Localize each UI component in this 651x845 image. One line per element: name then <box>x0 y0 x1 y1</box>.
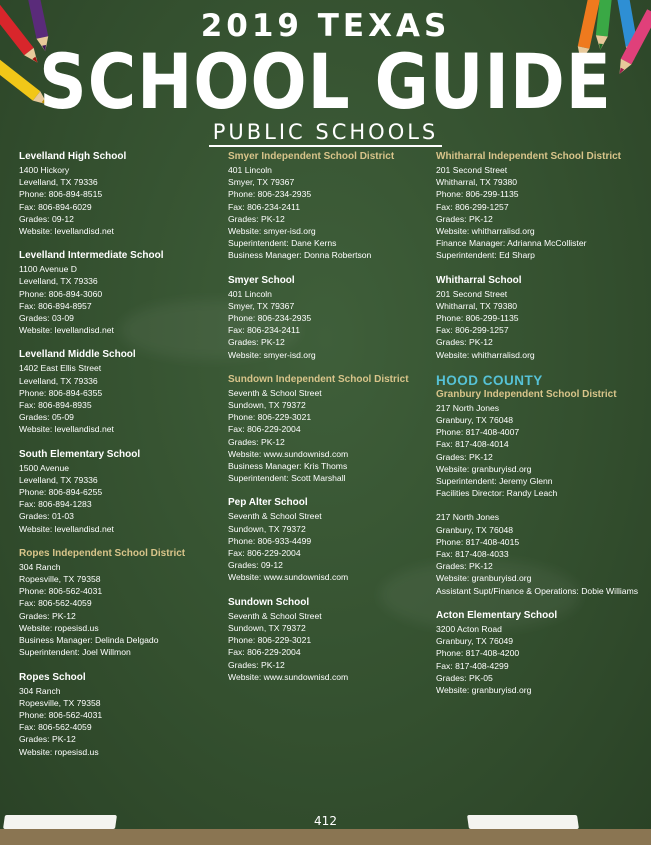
school-name: Levelland Intermediate School <box>19 250 164 262</box>
address-line: 217 North Jones <box>436 512 500 523</box>
detail-line: Business Manager: Delinda Delgado <box>19 635 159 646</box>
grades-line: Grades: PK-12 <box>436 337 493 348</box>
city-line: Ropesville, TX 79358 <box>19 697 101 708</box>
phone-line: Phone: 817-408-4200 <box>436 648 520 659</box>
phone-line: Phone: 806-299-1135 <box>436 189 519 200</box>
phone-line: Phone: 806-894-6255 <box>19 487 103 498</box>
fax-line: Fax: 817-408-4033 <box>436 549 509 560</box>
school-listing <box>436 609 641 696</box>
fax-line: Fax: 806-894-6029 <box>19 201 92 212</box>
district-listing <box>228 373 433 485</box>
column-1 <box>19 150 224 770</box>
school-name: Levelland Middle School <box>19 349 136 361</box>
website-line: Website: levellandisd.net <box>19 226 114 237</box>
website-line: Website: levellandisd.net <box>19 523 114 534</box>
grades-line: Grades: 09-12 <box>228 560 283 571</box>
subtitle-text: PUBLIC SCHOOLS <box>209 120 443 147</box>
fax-line: Fax: 806-229-2004 <box>228 424 301 435</box>
phone-line: Phone: 806-299-1135 <box>436 313 519 324</box>
grades-line: Grades: 01-03 <box>19 511 74 522</box>
address-line: Seventh & School Street <box>228 610 322 621</box>
district-listing <box>436 150 641 262</box>
city-line: Levelland, TX 79336 <box>19 177 98 188</box>
page-subtitle <box>0 120 651 147</box>
grades-line: Grades: PK-12 <box>436 213 493 224</box>
district-name: Whitharral Independent School District <box>436 151 622 162</box>
district-name: Granbury Independent School District <box>436 388 617 400</box>
detail-line: Superintendent: Jeremy Glenn <box>436 476 553 487</box>
address-line: 304 Ranch <box>19 685 61 696</box>
fax-line: Fax: 806-562-4059 <box>19 598 92 609</box>
website-line: Website: www.sundownisd.com <box>228 671 349 682</box>
phone-line: Phone: 806-894-3060 <box>19 288 103 299</box>
fax-line: Fax: 817-408-4299 <box>436 660 509 671</box>
header-year: 2019 TEXAS <box>200 8 451 44</box>
grades-line: Grades: PK-12 <box>19 610 76 621</box>
district-listing <box>228 150 433 262</box>
grades-line: Grades: 09-12 <box>19 213 74 224</box>
district-listing <box>19 547 224 659</box>
city-line: Whitharral, TX 79380 <box>436 300 518 311</box>
school-listing <box>19 150 224 237</box>
website-line: Website: granburyisd.org <box>436 684 532 695</box>
phone-line: Phone: 817-408-4007 <box>436 427 520 438</box>
address-line: 201 Second Street <box>436 165 508 175</box>
chalk-ledge <box>0 829 651 845</box>
phone-line: Phone: 806-234-2935 <box>228 189 312 200</box>
school-name: Sundown School <box>228 596 310 608</box>
school-listing <box>228 496 433 583</box>
fax-line: Fax: 806-234-2411 <box>228 325 300 336</box>
address-line: 1500 Avenue <box>19 462 70 473</box>
school-listing <box>228 274 433 361</box>
city-line: Ropesville, TX 79358 <box>19 574 101 585</box>
district-name: Ropes Independent School District <box>19 547 186 559</box>
school-name: Ropes School <box>19 671 86 683</box>
address-line: 401 Lincoln <box>228 165 272 175</box>
fax-line: Fax: 806-299-1257 <box>436 325 509 336</box>
detail-line: Superintendent: Dane Kerns <box>228 238 337 249</box>
detail-line: Finance Manager: Adrianna McCollister <box>436 238 587 249</box>
city-line: Smyer, TX 79367 <box>228 177 295 188</box>
fax-line: Fax: 806-894-1283 <box>19 499 92 510</box>
website-line: Website: whitharralisd.org <box>436 226 535 237</box>
grades-line: Grades: PK-12 <box>19 734 76 745</box>
page-number: 412 <box>314 814 337 828</box>
page-title: SCHOOL GUIDE <box>39 38 612 127</box>
city-line: Sundown, TX 79372 <box>228 622 306 633</box>
address-line: 1100 Avenue D <box>19 264 77 275</box>
grades-line: Grades: 03-09 <box>19 313 74 324</box>
website-line: Website: www.sundownisd.com <box>228 572 349 583</box>
city-line: Levelland, TX 79336 <box>19 375 98 386</box>
school-listing <box>228 596 433 683</box>
city-line: Sundown, TX 79372 <box>228 523 306 534</box>
school-name: Levelland High School <box>19 151 127 162</box>
school-listing <box>19 249 224 336</box>
address-line: 1402 East Ellis Street <box>19 363 102 374</box>
website-line: Website: levellandisd.net <box>19 424 114 435</box>
address-line: 217 North Jones <box>436 402 500 413</box>
phone-line: Phone: 806-234-2935 <box>228 313 312 324</box>
address-line: Seventh & School Street <box>228 387 322 398</box>
grades-line: Grades: PK-12 <box>228 659 285 670</box>
fax-line: Fax: 806-229-2004 <box>228 647 301 658</box>
website-line: Website: granburyisd.org <box>436 573 532 584</box>
fax-line: Fax: 806-299-1257 <box>436 201 509 212</box>
phone-line: Phone: 806-562-4031 <box>19 586 103 597</box>
city-line: Granbury, TX 76048 <box>436 524 514 535</box>
phone-line: Phone: 817-408-4015 <box>436 536 520 547</box>
column-3 <box>436 150 641 708</box>
school-listing <box>19 448 224 535</box>
detail-line: Superintendent: Ed Sharp <box>436 250 535 261</box>
address-line: 1400 Hickory <box>19 165 70 175</box>
city-line: Sundown, TX 79372 <box>228 400 306 411</box>
phone-line: Phone: 806-933-4499 <box>228 535 312 546</box>
detail-line: Superintendent: Scott Marshall <box>228 473 346 484</box>
detail-line: Assistant Supt/Finance & Operations: Dobie Williams <box>436 585 639 596</box>
fax-line: Fax: 806-894-8957 <box>19 300 92 311</box>
website-line: Website: whitharralisd.org <box>436 349 535 360</box>
school-listing <box>436 274 641 361</box>
website-line: Website: smyer-isd.org <box>228 226 316 237</box>
fax-line: Fax: 806-562-4059 <box>19 722 92 733</box>
city-line: Smyer, TX 79367 <box>228 300 295 311</box>
city-line: Levelland, TX 79336 <box>19 276 98 287</box>
phone-line: Phone: 806-229-3021 <box>228 635 312 646</box>
fax-line: Fax: 806-234-2411 <box>228 201 300 212</box>
phone-line: Phone: 806-894-6355 <box>19 387 103 398</box>
school-name: Acton Elementary School <box>436 609 558 621</box>
detail-line: Business Manager: Donna Robertson <box>228 250 372 261</box>
district-listing <box>436 373 641 500</box>
grades-line: Grades: PK-12 <box>436 561 493 572</box>
phone-line: Phone: 806-894-8515 <box>19 189 103 200</box>
phone-line: Phone: 806-229-3021 <box>228 412 312 423</box>
address-line: 3200 Acton Road <box>436 623 502 634</box>
school-listing <box>19 348 224 435</box>
phone-line: Phone: 806-562-4031 <box>19 709 103 720</box>
district-name: Sundown Independent School District <box>228 373 409 385</box>
website-line: Website: www.sundownisd.com <box>228 448 349 459</box>
website-line: Website: granburyisd.org <box>436 463 532 474</box>
detail-line: Business Manager: Kris Thoms <box>228 461 348 472</box>
website-line: Website: ropesisd.us <box>19 746 99 757</box>
grades-line: Grades: 05-09 <box>19 412 74 423</box>
city-line: Whitharral, TX 79380 <box>436 177 518 188</box>
detail-line: Facilities Director: Randy Leach <box>436 488 558 499</box>
address-line: Seventh & School Street <box>228 511 322 522</box>
detail-line: Superintendent: Joel Willmon <box>19 647 131 658</box>
grades-line: Grades: PK-12 <box>228 337 285 348</box>
website-line: Website: ropesisd.us <box>19 622 99 633</box>
school-name: Pep Alter School <box>228 497 308 509</box>
fax-line: Fax: 817-408-4014 <box>436 439 509 450</box>
school-listing <box>19 671 224 758</box>
address-line: 201 Second Street <box>436 288 508 299</box>
grades-line: Grades: PK-12 <box>228 436 285 447</box>
fax-line: Fax: 806-894-8935 <box>19 400 92 411</box>
address-line: 401 Lincoln <box>228 288 272 299</box>
city-line: Granbury, TX 76048 <box>436 415 514 426</box>
city-line: Levelland, TX 79336 <box>19 474 98 485</box>
school-listing <box>436 511 641 596</box>
county-heading: HOOD COUNTY <box>436 372 543 388</box>
fax-line: Fax: 806-229-2004 <box>228 548 301 559</box>
school-name: Whitharral School <box>436 274 522 286</box>
school-name: South Elementary School <box>19 448 141 460</box>
website-line: Website: smyer-isd.org <box>228 349 316 360</box>
column-2 <box>228 150 433 695</box>
district-name: Smyer Independent School District <box>228 151 395 162</box>
school-name: Smyer School <box>228 274 295 286</box>
website-line: Website: levellandisd.net <box>19 325 114 336</box>
city-line: Granbury, TX 76049 <box>436 636 514 647</box>
grades-line: Grades: PK-12 <box>436 451 493 462</box>
grades-line: Grades: PK-12 <box>228 213 285 224</box>
grades-line: Grades: PK-05 <box>436 672 493 683</box>
address-line: 304 Ranch <box>19 561 61 572</box>
